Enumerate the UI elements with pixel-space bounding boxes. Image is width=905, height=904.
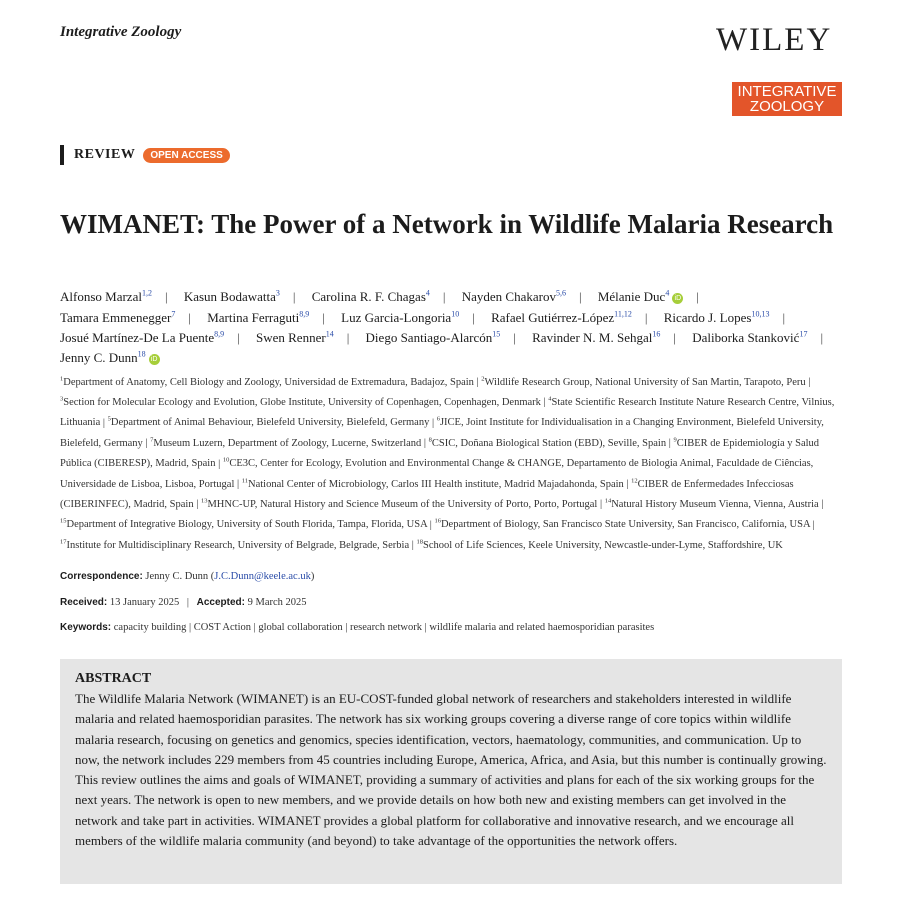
author-affiliation-ref[interactable]: 8,9 xyxy=(299,309,310,319)
author-name[interactable]: Josué Martínez-De La Puente$^{8,9}$ xyxy=(60,329,225,345)
affiliation-item: $^5$Department of Animal Behaviour, Bielefeld University, Bielefeld, Germany xyxy=(107,415,430,429)
author-separator: | xyxy=(513,329,516,345)
author-affiliation-ref[interactable]: 8,9 xyxy=(214,329,225,339)
author-affiliation-ref[interactable]: 16 xyxy=(652,329,661,339)
author-separator: | xyxy=(292,289,296,305)
correspondence-name: Jenny C. Dunn xyxy=(145,571,209,582)
keywords xyxy=(60,622,850,633)
affiliation-item: $^{18}$School of Life Sciences, Keele University, Newcastle-under-Lyme, Staffordshire, UK xyxy=(416,538,783,551)
orcid-icon[interactable]: iD xyxy=(672,293,683,304)
journal-badge-line2: ZOOLOGY xyxy=(749,98,825,115)
publisher-logo[interactable]: WILEY xyxy=(716,22,833,58)
author-name[interactable]: Martina Ferraguti$^{8,9}$ xyxy=(207,309,310,325)
affiliations: $^1$Department of Anatomy, Cell Biology and Zoology, Universidad de Extremadura, Badajoz, Spain | $^2$Wildlife Research Group, National University of San Martin, Tarapoto, Peru | $^3$Section for Molecular Ecology and Evolution, Globe Institute, University of Copenhagen, Copenhagen, Denmark | $^4$State Scientific Research Institute Nature Research Centre, Vilnius, Lithuania | $^5$Department of Animal Behaviour, Bielefeld University, Bielefeld, Germany | $^6$JICE, Joint Institute for Individualisation in a Changing Environment, Bielefeld University, Bielefeld, Germany | $^7$Museum Luzern, Department of Zoology, Lucerne, Switzerland | $^8$CSIC, Doñana Biological Station (EBD), Seville, Spain | $^9$CIBER de Epidemiología y Salud Pública (CIBERESP), Madrid, Spain | $^{10}$CE3C, Center for Ecology, Evolution and Environmental Change & CHANGE, Departamento de Biologia Animal, Faculdade de Ciências, Universidade de Lisboa, Lisboa, Portugal | $^{11}$National Center of Microbiology, Carlos III Health institute, Madrid Majadahonda, Spain | $^{12}$CIBER de Enfermedades Infecciosas (CIBERINFEC), Madrid, Spain | $^{13}$MHNC-UP, Natural History and Science Museum of the University of Porto, Porto, Portugal | $^{14}$Natural History Museum Vienna, Vienna, Austria | $^{15}$Department of Integrative Biology, University of South Florida, Tampa, Florida, USA | $^{16}$Department of Biology, San Francisco State University, San Francisco, California, USA | $^{17}$Institute for Multidisciplinary Research, University of Belgrade, Belgrade, Serbia | $^{18}$School of Life Sciences, Keele University, Newcastle-under-Lyme, Staffordshire, UK xyxy=(60,375,835,551)
received-date: 13 January 2025 xyxy=(109,597,180,608)
orcid-icon[interactable]: iD xyxy=(149,354,160,365)
author-separator: | xyxy=(322,309,325,325)
author-affiliation-ref[interactable]: 10,13 xyxy=(751,309,770,319)
author-name[interactable]: Alfonso Marzal$^{1,2}$ xyxy=(60,289,152,305)
affiliation-item: $^1$Department of Anatomy, Cell Biology and Zoology, Universidad de Extremadura, Badajoz, Spain xyxy=(60,375,474,388)
keyword-list: capacity building | COST Action | global collaboration | research network | wildlife malaria and related haemosporidian parasites xyxy=(113,622,655,633)
article-type-bar xyxy=(60,145,64,165)
author-affiliation-ref[interactable]: 1,2 xyxy=(141,289,152,298)
author-affiliation-ref[interactable]: 11,12 xyxy=(614,309,632,319)
author-separator: | xyxy=(237,329,240,345)
keyword-item: COST Action xyxy=(193,622,251,633)
author-separator: | xyxy=(696,289,699,305)
affiliation-item: $^{15}$Department of Integrative Biology, University of South Florida, Tampa, Florida, USA xyxy=(60,517,428,531)
affiliation-item: $^{17}$Institute for Multidisciplinary Research, University of Belgrade, Belgrade, Serbia xyxy=(60,538,410,551)
affiliation-item: $^{13}$MHNC-UP, Natural History and Science Museum of the University of Porto, Porto, Portugal xyxy=(200,497,598,510)
journal-logo-badge[interactable] xyxy=(732,82,842,116)
author-name[interactable]: Jenny C. Dunn$^{18}$iD xyxy=(60,350,160,365)
accepted-date: 9 March 2025 xyxy=(247,597,307,608)
author-separator: | xyxy=(820,329,824,345)
author-separator: | xyxy=(164,289,168,305)
correspondence: Correspondence: Jenny C. Dunn (J.C.Dunn@keele.ac.uk) xyxy=(60,571,315,582)
author-name[interactable]: Rafael Gutiérrez-López$^{11,12}$ xyxy=(491,309,632,325)
author-list xyxy=(60,285,850,366)
affiliation-item: $^7$Museum Luzern, Department of Zoology, Lucerne, Switzerland xyxy=(150,436,422,449)
author-separator: | xyxy=(188,309,191,325)
journal-badge-line1: INTEGRATIVE xyxy=(737,83,837,100)
author-name[interactable]: Ravinder N. M. Sehgal$^{16}$ xyxy=(532,329,661,345)
abstract-box xyxy=(60,659,842,884)
affiliation-item: $^8$CSIC, Doñana Biological Station (EBD), Seville, Spain xyxy=(428,436,667,449)
author-name[interactable]: Daliborka Stanković$^{17}$ xyxy=(692,329,808,345)
author-affiliation-ref[interactable]: 17 xyxy=(799,329,808,339)
correspondence-label: Correspondence: xyxy=(60,571,143,582)
journal-name: Integrative Zoology xyxy=(60,24,182,40)
author-affiliation-ref[interactable]: 4 xyxy=(425,289,430,298)
author-separator: | xyxy=(782,309,786,325)
author-name[interactable]: Ricardo J. Lopes$^{10,13}$ xyxy=(663,309,770,325)
author-separator: | xyxy=(673,329,676,345)
keyword-item: global collaboration xyxy=(258,622,343,633)
article-dates: Received: 13 January 2025 | Accepted: 9 March 2025 xyxy=(60,597,307,608)
author-affiliation-ref[interactable]: 5,6 xyxy=(555,289,566,298)
correspondence-email-link[interactable]: J.C.Dunn@keele.ac.uk xyxy=(214,571,311,582)
author-name[interactable]: Kasun Bodawatta$^3$ xyxy=(183,289,280,305)
author-affiliation-ref[interactable]: 15 xyxy=(492,329,501,339)
author-name[interactable]: Tamara Emmenegger$^7$ xyxy=(60,309,176,325)
keyword-item: capacity building xyxy=(113,622,187,633)
affiliation-item: $^{14}$Natural History Museum Vienna, Vienna, Austria xyxy=(604,497,819,510)
keyword-item: research network xyxy=(350,622,423,633)
affiliation-item: $^{12}$CIBER de Enfermedades Infecciosas (CIBERINFEC), Madrid, Spain xyxy=(60,477,794,510)
affiliation-item: $^3$Section for Molecular Ecology and Evolution, Globe Institute, University of Copenhagen, Copenhagen, Denmark xyxy=(60,395,541,408)
author-affiliation-ref[interactable]: 14 xyxy=(325,329,334,339)
author-name[interactable]: Luz Garcia-Longoria$^{10}$ xyxy=(341,309,460,325)
author-separator: | xyxy=(578,289,582,305)
author-affiliation-ref[interactable]: 18 xyxy=(137,349,146,359)
author-separator: | xyxy=(442,289,446,305)
keywords-label: Keywords: xyxy=(60,622,112,633)
affiliation-item: $^{16}$Department of Biology, San Francisco State University, San Francisco, California, USA xyxy=(434,517,810,531)
affiliation-item: $^6$JICE, Joint Institute for Individualisation in a Changing Environment, Bielefeld University, Bielefeld, Germany xyxy=(60,415,824,449)
author-name[interactable]: Nayden Chakarov$^{5,6}$ xyxy=(461,289,566,305)
received-label: Received: xyxy=(60,597,108,608)
author-separator: | xyxy=(472,309,475,325)
accepted-label: Accepted: xyxy=(196,597,245,608)
author-affiliation-ref[interactable]: 7 xyxy=(171,309,176,319)
author-name[interactable]: Carolina R. F. Chagas$^4$ xyxy=(311,289,430,305)
author-name[interactable]: Diego Santiago-Alarcón$^{15}$ xyxy=(365,329,501,345)
article-type xyxy=(60,145,230,165)
abstract-heading: ABSTRACT xyxy=(75,671,152,686)
keyword-item: wildlife malaria and related haemosporidian parasites xyxy=(429,622,655,633)
author-affiliation-ref[interactable]: 3 xyxy=(275,289,280,298)
affiliation-item: $^{10}$CE3C, Center for Ecology, Evolution and Environmental Change & CHANGE, Departamento de Biologia Animal, Faculdade de Ciências, Universidade de Lisboa, Lisboa, Portugal xyxy=(60,456,814,490)
abstract-text: The Wildlife Malaria Network (WIMANET) is an EU-COST-funded global network of researchers and stakeholders interested in wildlife malaria and related haemosporidian parasites. The network has six working groups covering a diverse range of core topics within wildlife malaria research, focusing on genetics and genomics, species identification, vectors, haematology, communities, and communication. Up to now, the network includes 229 members from 45 countries including Europe, America, Africa, and Asia, but this number is continually growing. This review outlines the aims and goals of WIMANET, providing a summary of activities and plans for each of the six working groups for the next years. The network is open to new members, and we provide details on how both new and existing members can get involved in the network and take part in activities. WIMANET provides a global platform for collaborative and innovative research, and we encourage all members of the wildlife malaria community (and beyond) to take advantage of the opportunities the network offers. xyxy=(75,691,827,849)
author-affiliation-ref[interactable]: 4 xyxy=(665,289,670,298)
open-access-badge: OPEN ACCESS xyxy=(143,148,229,163)
article-type-label: REVIEW xyxy=(74,147,136,162)
author-separator: | xyxy=(346,329,350,345)
affiliation-item: $^9$CIBER de Epidemiología y Salud Pública (CIBERESP), Madrid, Spain xyxy=(60,436,820,470)
affiliation-item: $^2$Wildlife Research Group, National University of San Martin, Tarapoto, Peru xyxy=(481,375,806,388)
affiliation-item: $^{11}$National Center of Microbiology, Carlos III Health institute, Madrid Majadahonda, Spain xyxy=(241,477,624,490)
author-name[interactable]: Mélanie Duc$^4$iD xyxy=(598,289,684,304)
article-title: WIMANET: The Power of a Network in Wildlife Malaria Research xyxy=(60,209,834,239)
author-affiliation-ref[interactable]: 10 xyxy=(451,309,460,319)
affiliation-item: $^4$State Scientific Research Institute Nature Research Centre, Vilnius, Lithuania xyxy=(60,395,835,429)
author-name[interactable]: Swen Renner$^{14}$ xyxy=(256,329,334,345)
author-separator: | xyxy=(644,309,648,325)
